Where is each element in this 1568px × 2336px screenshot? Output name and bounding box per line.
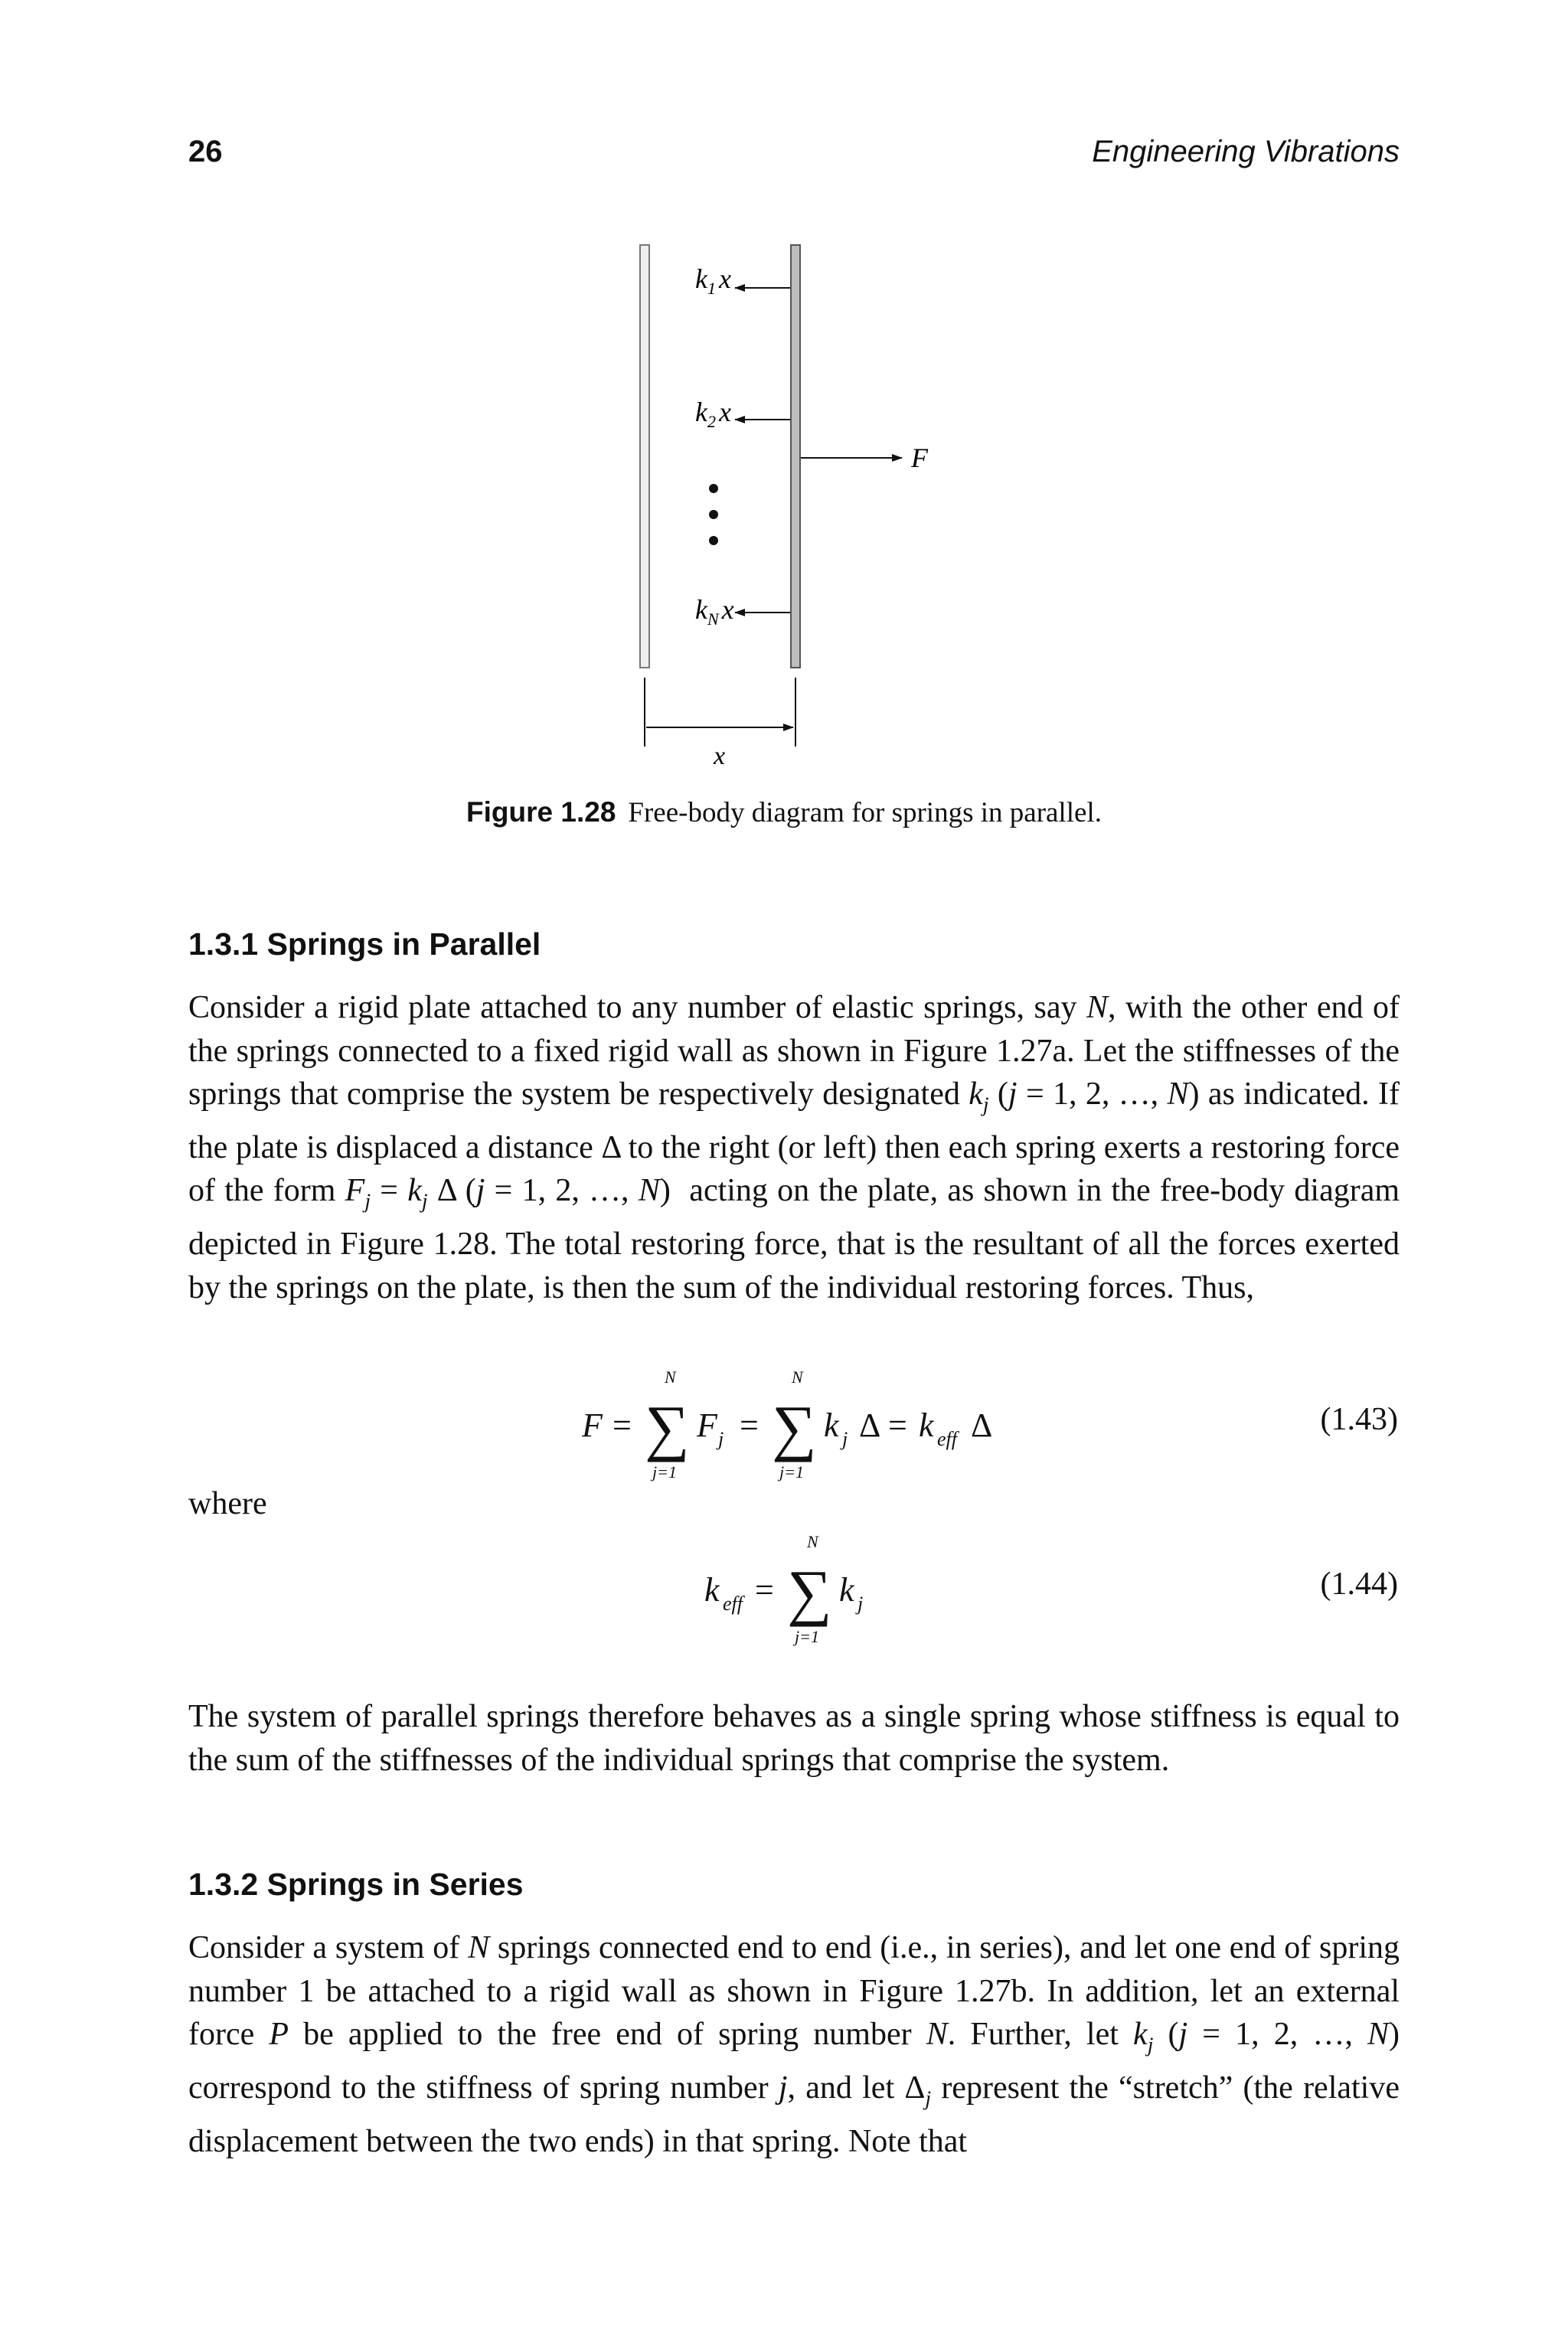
svg-text:k: k (839, 1571, 854, 1609)
applied-force-label: F (911, 443, 928, 473)
svg-text:j: j (858, 1593, 864, 1615)
caption-label: Figure 1.28 (466, 796, 616, 828)
where-text: where (188, 1486, 267, 1521)
svg-text:Δ: Δ (971, 1407, 993, 1444)
ellipsis-dot (709, 484, 718, 493)
svg-text:F: F (697, 1407, 717, 1444)
svg-text:j=1: j=1 (795, 1627, 819, 1646)
displacement-label: x (714, 742, 726, 770)
section-heading-series: 1.3.2 Springs in Series (188, 1867, 524, 1902)
svg-text:eff: eff (937, 1428, 957, 1450)
plate-bar (791, 245, 800, 668)
svg-text:=: = (612, 1407, 632, 1444)
svg-text:j=1: j=1 (652, 1462, 677, 1482)
svg-text:F: F (582, 1407, 603, 1444)
svg-text:j: j (842, 1428, 848, 1450)
svg-text:=: = (740, 1407, 759, 1444)
running-title: Engineering Vibrations (1092, 135, 1400, 168)
force-label-k2x: $k_2$ x (695, 397, 731, 431)
caption-text: Free-body diagram for springs in parallel. (628, 797, 1102, 828)
sum-symbol: ∑ (772, 1393, 817, 1462)
svg-text:N: N (807, 1532, 818, 1551)
free-body-diagram (582, 230, 1011, 781)
force-label-knx: $k_N$ x (695, 594, 734, 629)
ellipsis-dot (709, 536, 718, 545)
sum-symbol: ∑ (645, 1393, 690, 1462)
paragraph-series-intro: Consider a system of N springs connected end to end (i.e., in series), and let one end of spring number 1 be attached to a rigid wall as shown in Figure 1.27b. In addition, let an external force P be applied to the free end of spring number N. Further, let $k_j$ (j = 1, 2, …, N) correspond to the stiffness of spring number j, and let $\Delta_j$ represent the “stretch” (the relative displacement between the two ends) in that spring. Note that (188, 1930, 1400, 2159)
section-heading-parallel: 1.3.1 Springs in Parallel (188, 926, 541, 962)
equation-1-44 (697, 1527, 926, 1650)
svg-text:k: k (919, 1407, 934, 1444)
paragraph-parallel-intro: Consider a rigid plate attached to any number of elastic springs, say N, with the other end of the springs connected to a fixed rigid wall as shown in Figure 1.27a. Let the stiffnesses of the springs that comprise the system be respectively designated $k_j$ (j = 1, 2, …, N) as indicated. If the plate is displaced a distance Δ to the right (or left) then each spring exerts a restoring force of the form $F_j = k_j$ Δ (j = 1, 2, …, N) acting on the plate, as shown in the free-body diagram depicted in Figure 1.28. The total restoring force, that is the resultant of all the forces exerted by the springs on the plate, is then the sum of the individual restoring forces. Thus, (188, 990, 1400, 1305)
force-label-k1x: $k_1$ x (695, 263, 731, 298)
sum-symbol: ∑ (787, 1557, 832, 1627)
ellipsis-dot (709, 510, 718, 519)
svg-text:N: N (792, 1367, 803, 1387)
svg-text:N: N (665, 1367, 676, 1387)
figure-caption (0, 796, 1568, 829)
equation-number-1-43: (1.43) (1320, 1402, 1398, 1437)
svg-text:Δ: Δ (859, 1407, 881, 1444)
svg-text:=: = (888, 1407, 907, 1444)
svg-text:eff: eff (723, 1593, 743, 1615)
page-number: 26 (188, 135, 223, 168)
svg-text:=: = (755, 1571, 774, 1609)
wall-bar (640, 245, 649, 668)
svg-text:j: j (718, 1428, 724, 1450)
equation-1-43 (567, 1363, 1026, 1485)
svg-text:k: k (824, 1407, 839, 1444)
svg-text:j=1: j=1 (779, 1462, 804, 1482)
svg-text:k: k (704, 1571, 720, 1609)
paragraph-parallel-conclusion: The system of parallel springs therefore behaves as a single spring whose stiffness is equal to the sum of the stiffnesses of the individual springs that comprise the system. (188, 1699, 1400, 1778)
equation-number-1-44: (1.44) (1320, 1567, 1398, 1602)
